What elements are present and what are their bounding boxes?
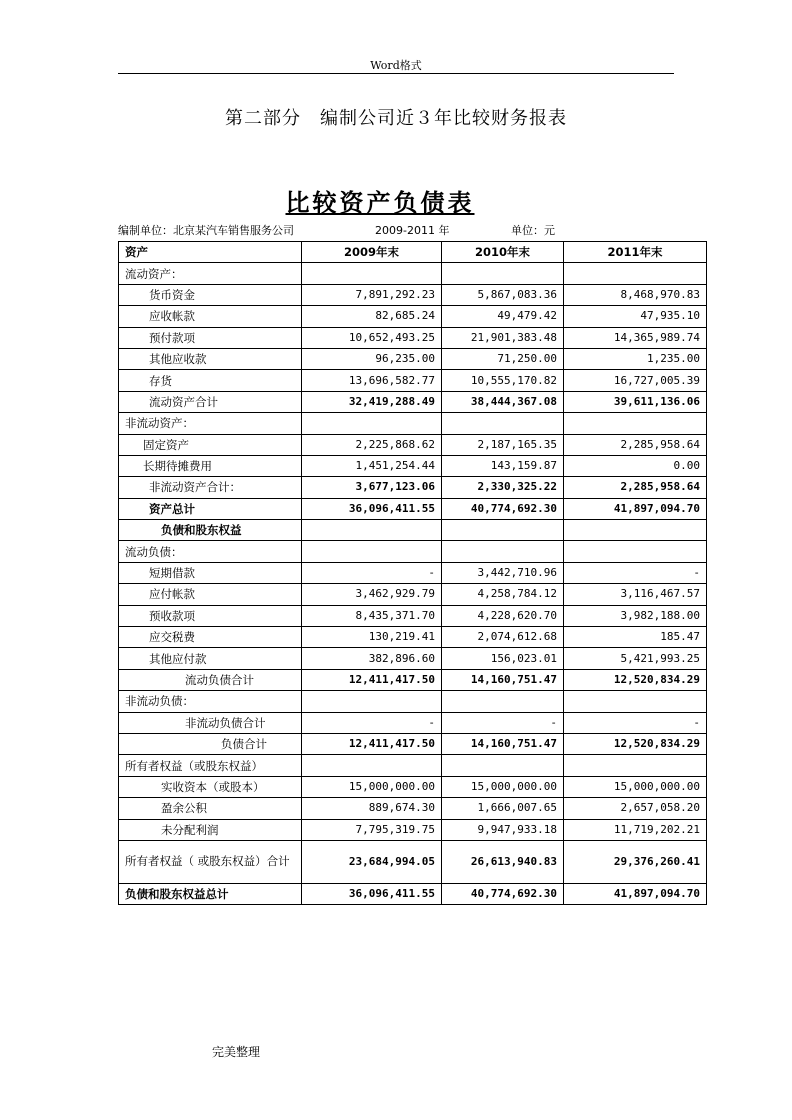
- cell-2009: [302, 520, 442, 541]
- table-row: [119, 605, 707, 626]
- row-label: 应收帐款: [119, 306, 302, 327]
- row-label: 负债合计: [119, 733, 302, 754]
- table-row: [119, 819, 707, 840]
- table-row: [119, 669, 707, 690]
- cell-2010: 156,023.01: [442, 648, 564, 669]
- cell-2010: 1,666,007.65: [442, 798, 564, 819]
- table-row: [119, 520, 707, 541]
- row-label: 流动资产合计: [119, 391, 302, 412]
- row-label: 负债和股东权益: [119, 520, 302, 541]
- cell-2009: -: [302, 562, 442, 583]
- cell-2010: 9,947,933.18: [442, 819, 564, 840]
- table-row: [119, 755, 707, 776]
- cell-2009: 15,000,000.00: [302, 776, 442, 797]
- cell-2011: [564, 691, 707, 712]
- table-row: [119, 263, 707, 284]
- report-period: 2009-2011 年: [375, 224, 450, 237]
- cell-2010: 2,330,325.22: [442, 477, 564, 498]
- header-2010: 2010年末: [442, 242, 564, 263]
- row-label: 固定资产: [119, 434, 302, 455]
- table-row: [119, 712, 707, 733]
- header-2011: 2011年末: [564, 242, 707, 263]
- row-label: 预收款项: [119, 605, 302, 626]
- cell-2011: [564, 413, 707, 434]
- cell-2011: 41,897,094.70: [564, 883, 707, 904]
- table-row: [119, 733, 707, 754]
- cell-2009: 12,411,417.50: [302, 733, 442, 754]
- cell-2011: 16,727,005.39: [564, 370, 707, 391]
- cell-2009: 36,096,411.55: [302, 883, 442, 904]
- row-label: 预付款项: [119, 327, 302, 348]
- cell-2011: -: [564, 562, 707, 583]
- table-row: [119, 348, 707, 369]
- cell-2009: [302, 691, 442, 712]
- page-footer: 完美整理: [212, 1045, 261, 1059]
- cell-2009: 7,891,292.23: [302, 284, 442, 305]
- table-row: [119, 883, 707, 904]
- cell-2011: 5,421,993.25: [564, 648, 707, 669]
- cell-2011: 3,982,188.00: [564, 605, 707, 626]
- row-label: 非流动负债：: [119, 691, 302, 712]
- table-row: [119, 776, 707, 797]
- cell-2011: 14,365,989.74: [564, 327, 707, 348]
- row-label: 短期借款: [119, 562, 302, 583]
- cell-2009: 23,684,994.05: [302, 840, 442, 883]
- cell-2010: 14,160,751.47: [442, 669, 564, 690]
- table-row: [119, 648, 707, 669]
- row-label: 盈余公积: [119, 798, 302, 819]
- cell-2010: 40,774,692.30: [442, 883, 564, 904]
- cell-2011: [564, 755, 707, 776]
- table-row: [119, 413, 707, 434]
- cell-2010: 10,555,170.82: [442, 370, 564, 391]
- cell-2009: 382,896.60: [302, 648, 442, 669]
- cell-2009: 13,696,582.77: [302, 370, 442, 391]
- cell-2011: 8,468,970.83: [564, 284, 707, 305]
- cell-2011: 2,285,958.64: [564, 477, 707, 498]
- row-label: 应交税费: [119, 627, 302, 648]
- table-row: [119, 391, 707, 412]
- table-row: [119, 498, 707, 519]
- table-header-row: [119, 242, 707, 263]
- header-assets: 资产: [119, 242, 302, 263]
- cell-2010: [442, 263, 564, 284]
- cell-2009: 82,685.24: [302, 306, 442, 327]
- cell-2010: [442, 755, 564, 776]
- cell-2009: 7,795,319.75: [302, 819, 442, 840]
- table-row: [119, 840, 707, 883]
- cell-2011: 39,611,136.06: [564, 391, 707, 412]
- cell-2011: [564, 520, 707, 541]
- row-label: 所有者权益（或股东权益）: [119, 755, 302, 776]
- cell-2009: [302, 413, 442, 434]
- cell-2011: [564, 541, 707, 562]
- table-row: [119, 455, 707, 476]
- cell-2010: 5,867,083.36: [442, 284, 564, 305]
- cell-2011: 41,897,094.70: [564, 498, 707, 519]
- table-row: [119, 798, 707, 819]
- row-label: 流动负债：: [119, 541, 302, 562]
- cell-2009: [302, 541, 442, 562]
- cell-2011: 12,520,834.29: [564, 733, 707, 754]
- table-row: [119, 434, 707, 455]
- cell-2009: [302, 755, 442, 776]
- cell-2010: 2,187,165.35: [442, 434, 564, 455]
- report-title: 比较资产负债表: [285, 188, 475, 217]
- table-row: [119, 327, 707, 348]
- cell-2009: 32,419,288.49: [302, 391, 442, 412]
- cell-2010: [442, 691, 564, 712]
- table-row: [119, 562, 707, 583]
- table-row: [119, 370, 707, 391]
- row-label: 非流动资产合计：: [119, 477, 302, 498]
- cell-2010: 40,774,692.30: [442, 498, 564, 519]
- cell-2009: 12,411,417.50: [302, 669, 442, 690]
- cell-2009: 36,096,411.55: [302, 498, 442, 519]
- cell-2009: 10,652,493.25: [302, 327, 442, 348]
- cell-2009: 130,219.41: [302, 627, 442, 648]
- cell-2010: [442, 520, 564, 541]
- cell-2011: 0.00: [564, 455, 707, 476]
- row-label: 货币资金: [119, 284, 302, 305]
- cell-2010: 15,000,000.00: [442, 776, 564, 797]
- row-label: 未分配利润: [119, 819, 302, 840]
- compiling-unit: 编制单位：北京某汽车销售服务公司: [118, 224, 294, 237]
- cell-2010: 143,159.87: [442, 455, 564, 476]
- cell-2011: [564, 263, 707, 284]
- cell-2010: [442, 413, 564, 434]
- table-row: [119, 584, 707, 605]
- cell-2010: 14,160,751.47: [442, 733, 564, 754]
- cell-2011: -: [564, 712, 707, 733]
- row-label: 资产总计: [119, 498, 302, 519]
- row-label: 流动负债合计: [119, 669, 302, 690]
- row-label: 非流动负债合计: [119, 712, 302, 733]
- row-label: 存货: [119, 370, 302, 391]
- table-row: [119, 306, 707, 327]
- cell-2011: 15,000,000.00: [564, 776, 707, 797]
- cell-2009: 1,451,254.44: [302, 455, 442, 476]
- table-row: [119, 691, 707, 712]
- cell-2009: 3,462,929.79: [302, 584, 442, 605]
- cell-2011: 3,116,467.57: [564, 584, 707, 605]
- table-row: [119, 477, 707, 498]
- cell-2010: 3,442,710.96: [442, 562, 564, 583]
- currency-unit: 单位：元: [511, 224, 555, 237]
- cell-2011: 2,657,058.20: [564, 798, 707, 819]
- row-label: 应付帐款: [119, 584, 302, 605]
- row-label: 负债和股东权益总计: [119, 883, 302, 904]
- row-label: 所有者权益（ 或股东权益）合计: [119, 840, 302, 883]
- section-title: 第二部分 编制公司近３年比较财务报表: [225, 108, 567, 129]
- cell-2011: 185.47: [564, 627, 707, 648]
- header-2009: 2009年末: [302, 242, 442, 263]
- cell-2010: 4,228,620.70: [442, 605, 564, 626]
- table-row: [119, 284, 707, 305]
- cell-2010: -: [442, 712, 564, 733]
- cell-2010: 71,250.00: [442, 348, 564, 369]
- cell-2011: 11,719,202.21: [564, 819, 707, 840]
- row-label: 实收资本（或股本）: [119, 776, 302, 797]
- cell-2011: 29,376,260.41: [564, 840, 707, 883]
- row-label: 其他应付款: [119, 648, 302, 669]
- cell-2011: 1,235.00: [564, 348, 707, 369]
- row-label: 非流动资产：: [119, 413, 302, 434]
- cell-2010: 38,444,367.08: [442, 391, 564, 412]
- cell-2009: -: [302, 712, 442, 733]
- cell-2009: [302, 263, 442, 284]
- row-label: 长期待摊费用: [119, 455, 302, 476]
- cell-2011: 47,935.10: [564, 306, 707, 327]
- cell-2009: 889,674.30: [302, 798, 442, 819]
- table-row: [119, 627, 707, 648]
- cell-2009: 96,235.00: [302, 348, 442, 369]
- row-label: 流动资产：: [119, 263, 302, 284]
- cell-2011: 12,520,834.29: [564, 669, 707, 690]
- cell-2010: 4,258,784.12: [442, 584, 564, 605]
- page-header: Word格式: [370, 59, 422, 72]
- cell-2010: 2,074,612.68: [442, 627, 564, 648]
- cell-2010: 26,613,940.83: [442, 840, 564, 883]
- cell-2011: 2,285,958.64: [564, 434, 707, 455]
- cell-2009: 3,677,123.06: [302, 477, 442, 498]
- cell-2010: 49,479.42: [442, 306, 564, 327]
- table-row: [119, 541, 707, 562]
- cell-2010: 21,901,383.48: [442, 327, 564, 348]
- cell-2010: [442, 541, 564, 562]
- cell-2009: 2,225,868.62: [302, 434, 442, 455]
- cell-2009: 8,435,371.70: [302, 605, 442, 626]
- row-label: 其他应收款: [119, 348, 302, 369]
- balance-sheet-table: [118, 241, 707, 905]
- header-divider: [118, 73, 674, 74]
